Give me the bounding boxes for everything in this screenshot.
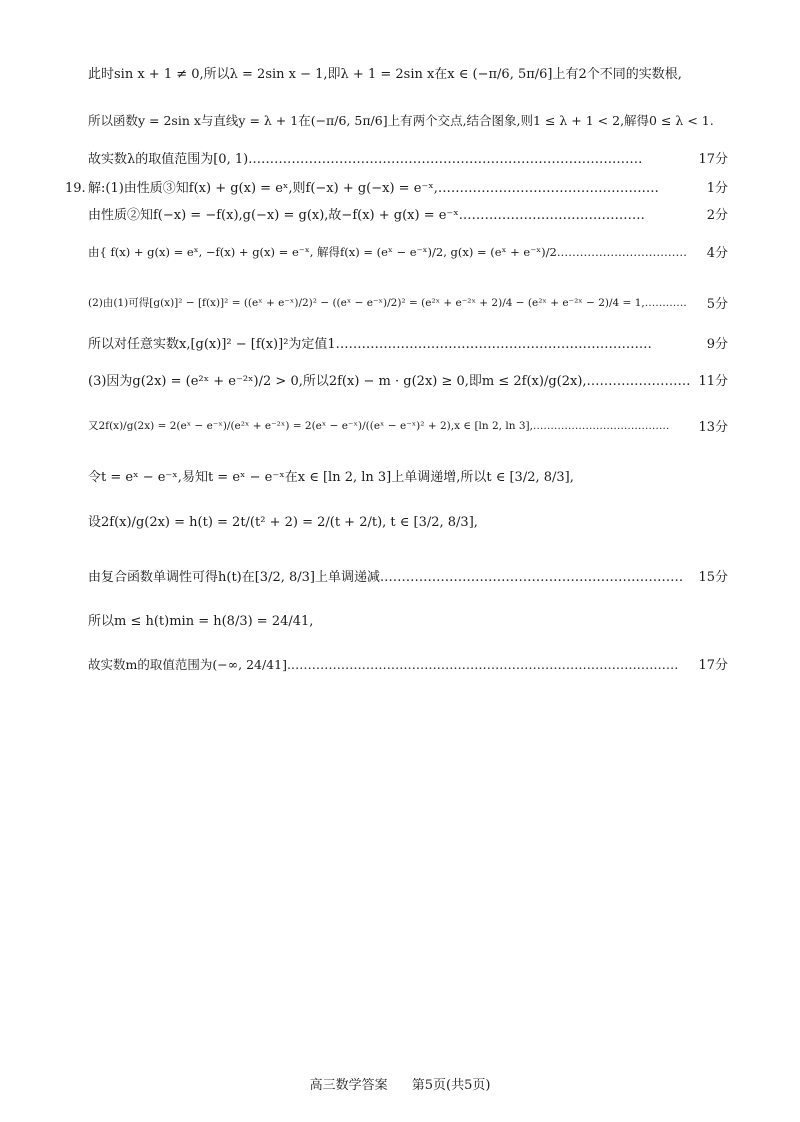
score-label: 1分 <box>706 181 728 196</box>
solution-line-13 <box>88 571 728 601</box>
solution-line-7 <box>88 298 728 328</box>
line-text: 由复合函数单调性可得h(t)在[3/2, 8/3]上单调递减.…………………………………………………………… <box>88 570 684 585</box>
score-label: 5分 <box>706 297 728 312</box>
footer-page-number: 第5页(共5页) <box>411 1078 491 1093</box>
line-text: 此时sin x + 1 ≠ 0,所以λ = 2sin x − 1,即λ + 1 = 2sin x在x ∈ (−π/6, 5π/6]上有2个不同的实数根, <box>88 67 682 82</box>
solution-line-11 <box>88 471 728 501</box>
footer-title: 高三数学答案 <box>309 1078 388 1093</box>
line-text: 令t = eˣ − e⁻ˣ,易知t = eˣ − e⁻ˣ在x ∈ [ln 2, ln 3]上单调递增,所以t ∈ [3/2, 8/3], <box>88 470 574 485</box>
score-label: 2分 <box>706 208 728 223</box>
solution-line-10 <box>88 421 728 451</box>
line-text: 所以对任意实数x,[g(x)]² − [f(x)]²为定值1.……………………………………………………………… <box>88 337 652 352</box>
solution-line-9 <box>88 375 728 405</box>
line-text: 由性质②知f(−x) = −f(x),g(−x) = g(x),故−f(x) + g(x) = e⁻ˣ.…………………………………… <box>88 208 645 223</box>
score-label: 4分 <box>706 246 728 261</box>
solution-line-3 <box>88 153 728 183</box>
page-footer <box>0 1074 800 1093</box>
solution-line-14 <box>88 615 728 645</box>
score-label: 9分 <box>706 337 728 352</box>
solution-line-8 <box>88 338 728 368</box>
line-text: 故实数λ的取值范围为[0, 1).……………………………………………………………………………… <box>88 152 643 167</box>
line-text: 故实数m的取值范围为(−∞, 24/41].………………………………………………………………………………… <box>88 657 679 672</box>
score-label: 13分 <box>698 420 728 435</box>
solution-line-12 <box>88 516 728 546</box>
solution-line-15 <box>88 659 728 689</box>
solution-line-1 <box>88 68 728 98</box>
line-text: 所以m ≤ h(t)min = h(8/3) = 24/41, <box>88 614 314 629</box>
score-label: 17分 <box>698 152 728 167</box>
solution-line-6 <box>88 247 728 277</box>
line-text: 设2f(x)/g(2x) = h(t) = 2t/(t² + 2) = 2/(t + 2/t), t ∈ [3/2, 8/3], <box>88 515 478 530</box>
solution-line-2 <box>88 115 728 145</box>
line-text: (2)由(1)可得[g(x)]² − [f(x)]² = ((eˣ + e⁻ˣ)/2)² − ((eˣ − e⁻ˣ)/2)² = (e²ˣ + e⁻²ˣ + 2)/4 − (e²ˣ + e⁻²ˣ − 2)/4 = 1,………… <box>88 297 687 309</box>
line-text: 所以函数y = 2sin x与直线y = λ + 1在(−π/6, 5π/6]上有两个交点,结合图象,则1 ≤ λ + 1 < 2,解得0 ≤ λ < 1. <box>88 113 714 128</box>
solution-line-5 <box>88 209 728 239</box>
line-text: 由{ f(x) + g(x) = eˣ, −f(x) + g(x) = e⁻ˣ, 解得f(x) = (eˣ − e⁻ˣ)/2, g(x) = (eˣ + e⁻ˣ)/2.…………………………… <box>88 245 687 259</box>
line-text: 解:(1)由性质③知f(x) + g(x) = eˣ,则f(−x) + g(−x) = e⁻ˣ,…………………………………………… <box>88 181 659 196</box>
question-number: 19. <box>65 181 86 196</box>
score-label: 11分 <box>698 374 728 389</box>
line-text: 又2f(x)/g(2x) = 2(eˣ − e⁻ˣ)/(e²ˣ + e⁻²ˣ) = 2(eˣ − e⁻ˣ)/((eˣ − e⁻ˣ)² + 2),x ∈ [ln 2, ln 3],………………………………… <box>88 420 670 432</box>
line-text: (3)因为g(2x) = (e²ˣ + e⁻²ˣ)/2 > 0,所以2f(x) − m · g(2x) ≥ 0,即m ≤ 2f(x)/g(2x),…………………… <box>88 374 691 389</box>
score-label: 17分 <box>698 658 728 673</box>
score-label: 15分 <box>698 570 728 585</box>
